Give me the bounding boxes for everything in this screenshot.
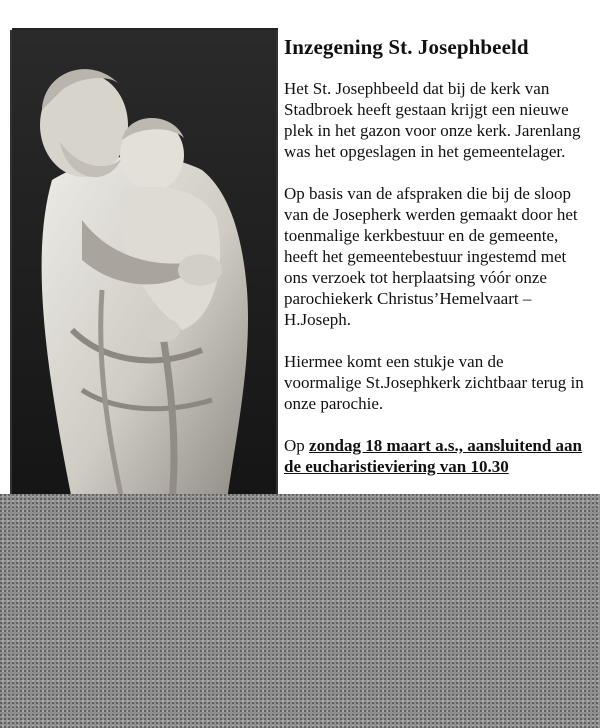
announcement-date: zondag 18 maart a.s., aansluitend aan de eucharistieviering van 10.30 — [284, 436, 583, 476]
article — [284, 34, 584, 498]
article-paragraph: Op basis van de afspraken die bij de sloop van de Josepherk werden gemaakt door het toenmalige kerkbestuur en de gemeente, heeft het gemeentebestuur ingestemd met ons verzoek tot herplaatsing vóór onze parochiekerk Christus’Hemelvaart – H.Joseph. — [284, 184, 578, 329]
redaction-overlay — [0, 494, 600, 728]
announcement-prefix: Op — [284, 436, 310, 455]
article-paragraph: Het St. Josephbeeld dat bij de kerk van Stadbroek heeft gestaan krijgt een nieuwe plek in het gazon voor onze kerk. Jarenlang was het opgeslagen in het gemeentelager. — [284, 79, 581, 161]
article-paragraph-announcement — [284, 435, 584, 477]
statue-photo — [10, 30, 278, 500]
article-title: Inzegening St. Josephbeeld — [284, 35, 529, 59]
article-paragraph: Hiermee komt een stukje van de voormalige St.Josephkerk zichtbaar terug in onze parochie. — [284, 352, 584, 413]
statue-icon — [12, 30, 276, 500]
